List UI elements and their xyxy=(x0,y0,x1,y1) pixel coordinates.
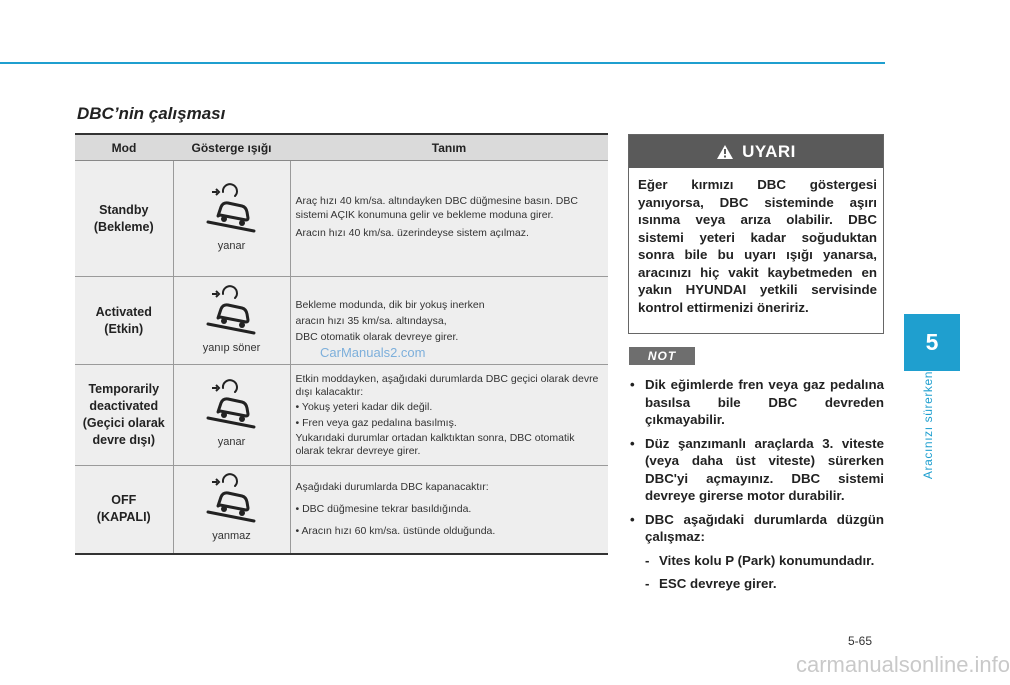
mode-line: Temporarily xyxy=(88,382,160,396)
description-line: Yukarıdaki durumlar ortadan kalktıktan sonra, DBC otomatik olarak tekrar devreye girer. xyxy=(295,432,575,457)
table-row xyxy=(75,466,608,554)
description-line: aracın hızı 35 km/sa. altındaysa, xyxy=(295,314,447,327)
description-line: • DBC düğmesine tekrar basıldığında. xyxy=(295,503,472,516)
description-line: DBC otomatik olarak devreye girer. xyxy=(295,330,459,343)
note-subitem: - ESC devreye girer. xyxy=(645,575,884,593)
mode-cell xyxy=(75,277,173,365)
description-line: • Yokuş yeteri kadar dik değil. xyxy=(295,401,433,413)
indicator-label: yanar xyxy=(217,239,246,252)
dbc-mode-table xyxy=(75,133,608,555)
mode-line: deactivated xyxy=(89,399,159,413)
dbc-car-slope-icon xyxy=(202,380,262,430)
mode-line: Standby xyxy=(99,202,149,217)
description-line: Aracın hızı 40 km/sa. üzerindeyse sistem açılmaz. xyxy=(295,226,529,239)
header-indicator: Gösterge ışığı xyxy=(173,134,290,161)
dbc-car-slope-icon xyxy=(202,184,262,234)
indicator-cell xyxy=(173,277,290,365)
description-line: • Aracın hızı 60 km/sa. üstünde olduğunda. xyxy=(295,525,496,538)
mode-cell xyxy=(75,466,173,554)
mode-line: (Geçici olarak xyxy=(82,416,165,430)
description-line: • Fren veya gaz pedalına basılmış. xyxy=(295,416,457,429)
description-line: Etkin moddayken, aşağıdaki durumlarda DBC geçici olarak devre dışı kalacaktır: xyxy=(295,373,599,398)
mode-line: (KAPALI) xyxy=(96,510,151,525)
indicator-label: yanıp söner xyxy=(202,341,261,354)
note-item-text: DBC aşağıdaki durumlarda düzgün çalışmaz: xyxy=(645,511,884,544)
mode-line: devre dışı) xyxy=(92,433,156,447)
note-item: • Düz şanzımanlı araçlarda 3. viteste (veya daha üst viteste) sürerken DBC'yi açmayınız. DBC sistemi devreye girerse motor durabilir. xyxy=(628,435,884,505)
mode-line: (Bekleme) xyxy=(93,219,154,234)
indicator-cell xyxy=(173,365,290,466)
table-row xyxy=(75,161,608,277)
indicator-label: yanmaz xyxy=(212,530,251,543)
top-rule xyxy=(0,62,885,64)
note-sublist xyxy=(645,552,884,593)
note-list xyxy=(628,376,884,599)
description-line: Aşağıdaki durumlarda DBC kapanacaktır: xyxy=(295,481,489,494)
page-number: 5-65 xyxy=(848,634,873,648)
indicator-label: yanar xyxy=(217,436,246,448)
mode-cell xyxy=(75,161,173,277)
watermark-inline: CarManuals2.com xyxy=(320,345,426,360)
warning-body: Eğer kırmızı DBC göstergesi yanıyorsa, DBC sisteminde aşırı ısınma veya arıza olabilir. DBC sistemi yeteri kadar soğuduktan sonra bile bu uyarı ışığı yanarsa, aracınızı hiç vakit kaybetmeden en yakın HYUNDAI yetkili servisinde kontrol ettirmenizi öneririz. xyxy=(638,177,877,315)
mode-line: OFF xyxy=(111,493,137,508)
description-cell xyxy=(290,161,608,277)
warning-title: UYARI xyxy=(742,141,796,161)
indicator-cell xyxy=(173,466,290,554)
section-title: DBC’nin çalışması xyxy=(77,104,226,123)
note-subitem: - Vites kolu P (Park) konumundadır. xyxy=(645,552,884,570)
mode-line: (Etkin) xyxy=(104,321,144,336)
header-mode: Mod xyxy=(75,134,173,161)
chapter-title-text: Aracınızı sürerken xyxy=(921,370,935,480)
mode-cell xyxy=(75,365,173,466)
warning-box xyxy=(628,134,884,334)
note-item: • Dik eğimlerde fren veya gaz pedalına basılsa bile DBC devreden çıkmayabilir. xyxy=(628,376,884,429)
note-item xyxy=(628,511,884,593)
indicator-cell xyxy=(173,161,290,277)
description-line: Araç hızı 40 km/sa. altındayken DBC düğmesine basın. DBC sistemi AÇIK konumuna gelir ve bekleme moduna girer. xyxy=(295,194,578,221)
description-cell xyxy=(290,365,608,466)
dbc-car-slope-icon xyxy=(202,286,262,336)
mode-line: Activated xyxy=(95,304,152,319)
warning-header xyxy=(629,135,883,168)
header-description: Tanım xyxy=(290,134,608,161)
table-row xyxy=(75,365,608,466)
description-line: Bekleme modunda, dik bir yokuş inerken xyxy=(295,298,485,311)
chapter-tab: 5 xyxy=(904,314,960,371)
description-cell xyxy=(290,466,608,554)
table-header-row xyxy=(75,134,608,161)
watermark: carmanualsonline.info xyxy=(796,652,1010,677)
dbc-car-slope-icon xyxy=(202,474,262,524)
note-badge: NOT xyxy=(629,347,695,365)
warning-triangle-icon xyxy=(716,144,734,160)
